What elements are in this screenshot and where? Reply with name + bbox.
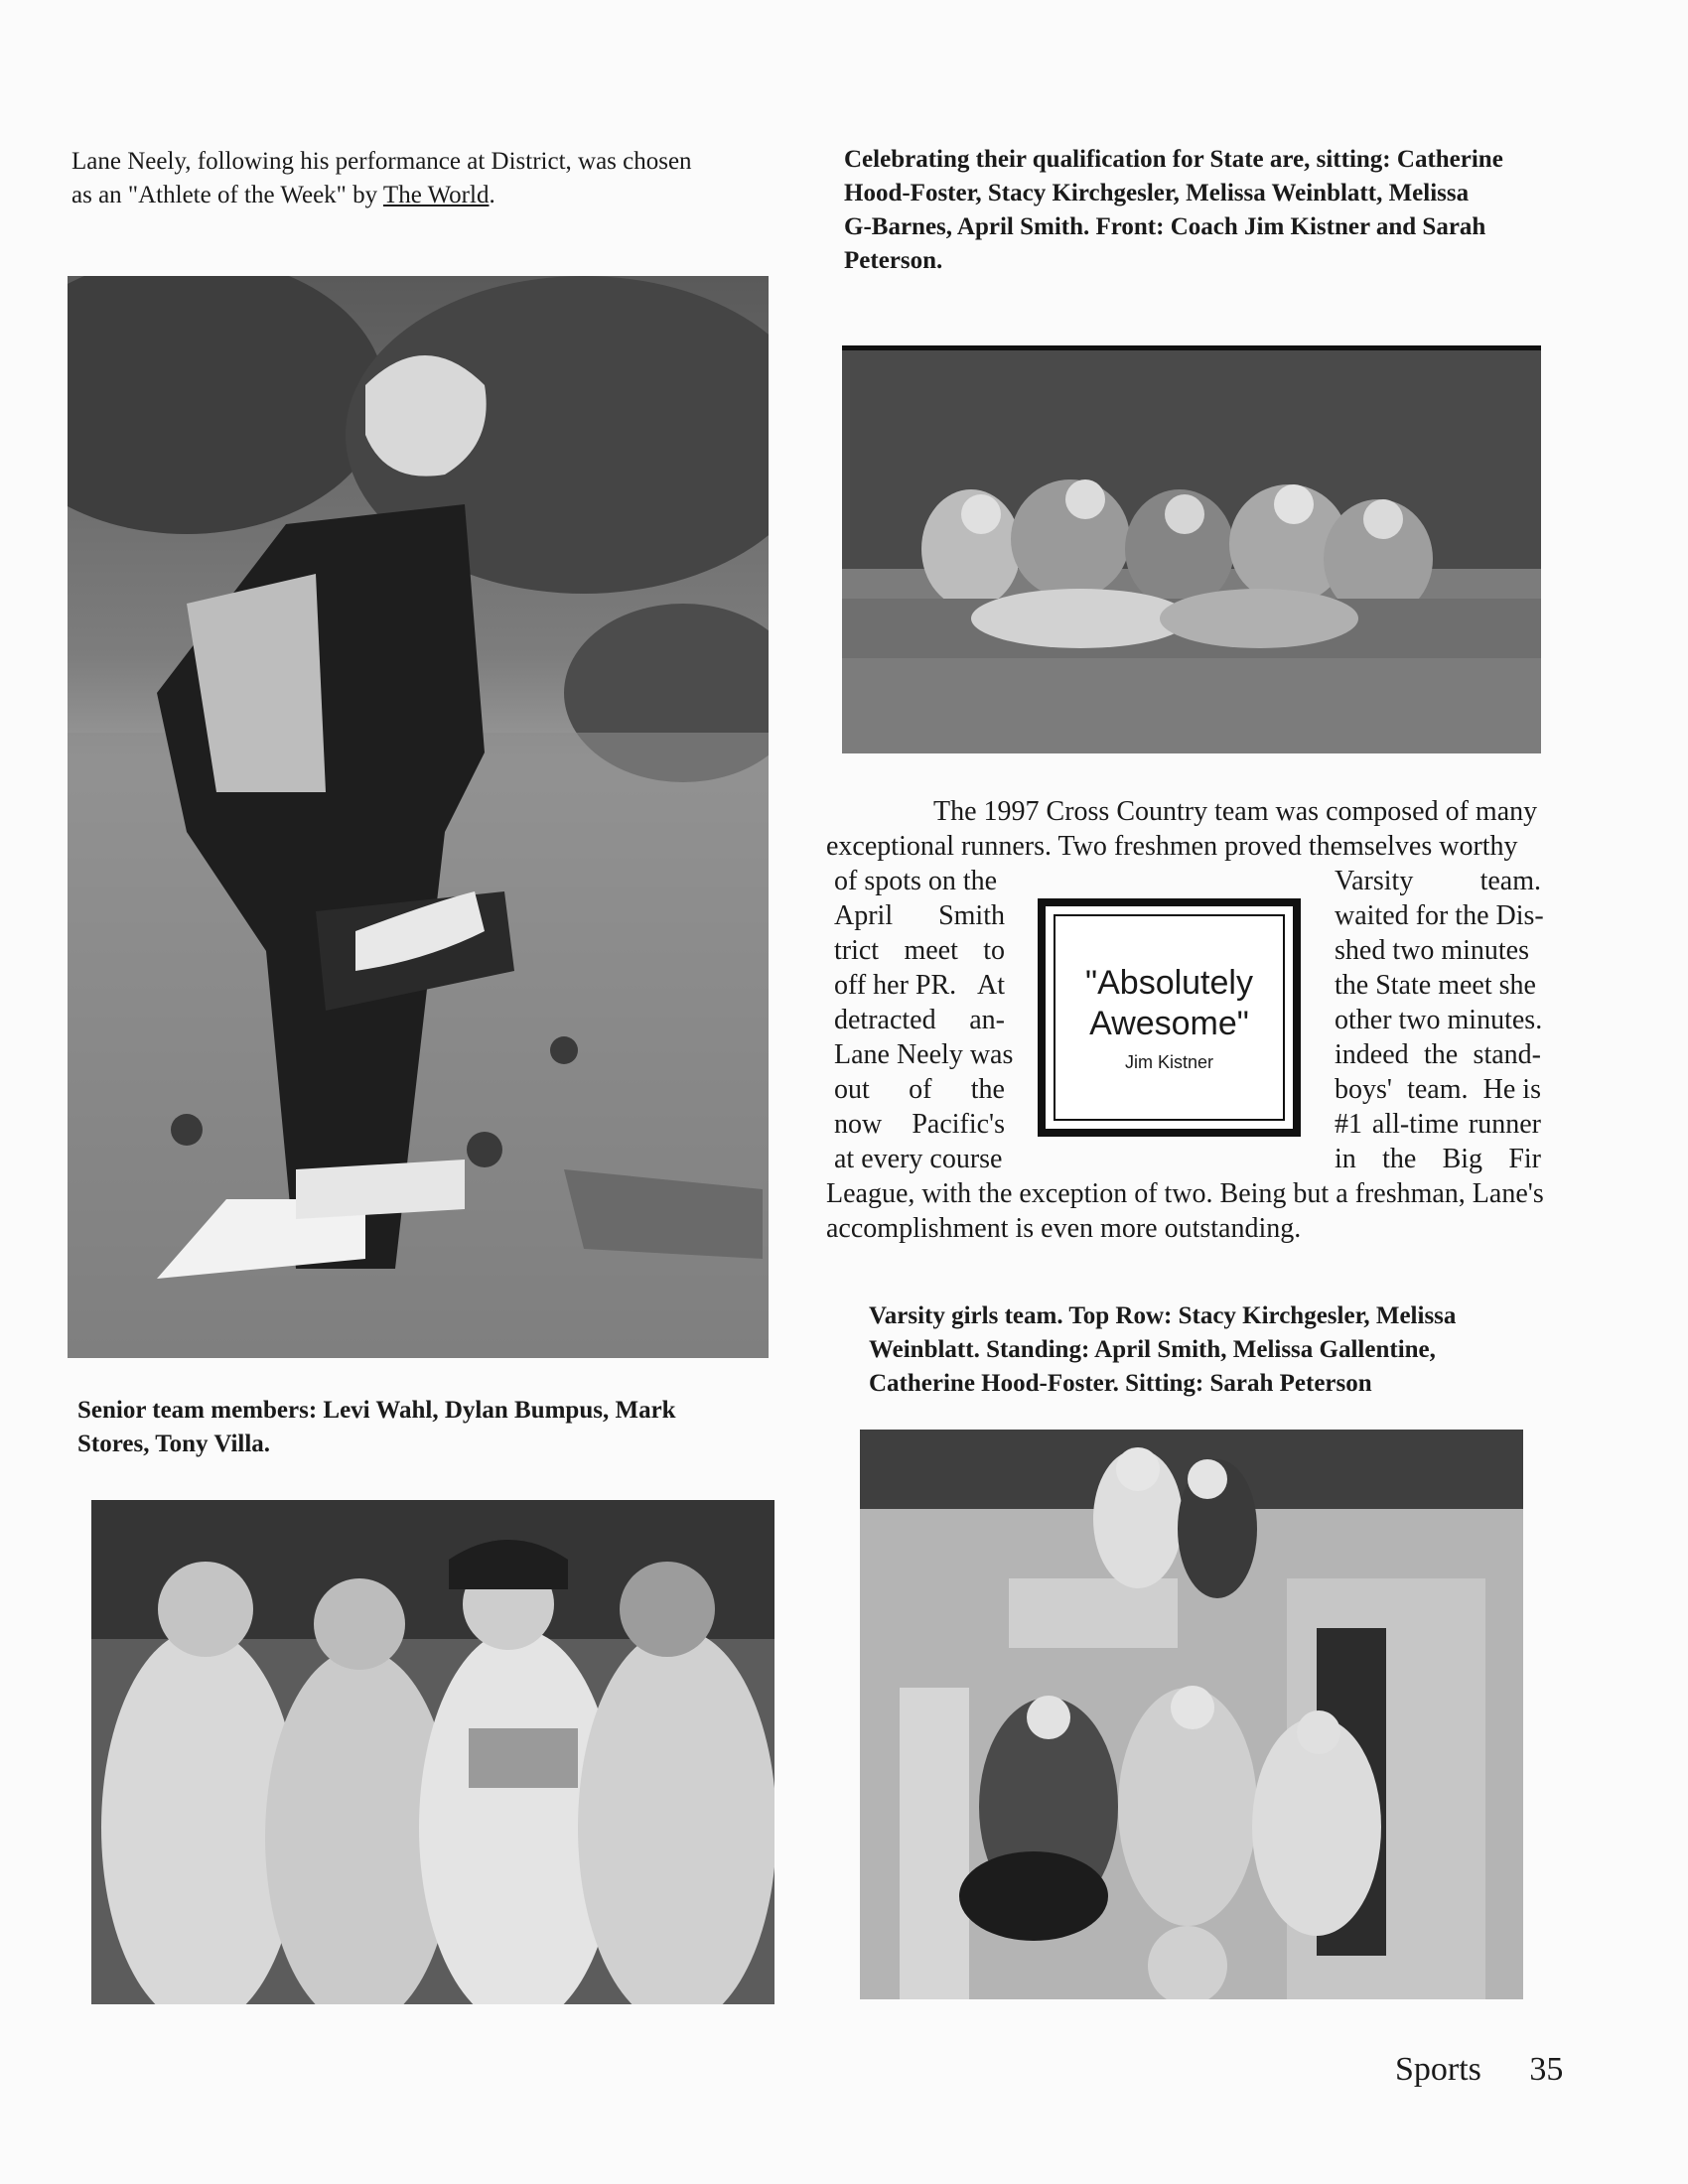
photo-state-qualifiers-image	[842, 350, 1541, 753]
story-left-word: Pacific's	[912, 1109, 1005, 1140]
caption-lane-line1: Lane Neely, following his performance at District, was chosen	[71, 148, 692, 175]
caption-state-line4: Peterson.	[844, 247, 943, 274]
photo-state-qualifiers	[842, 345, 1541, 753]
story-right-line-5	[1335, 1003, 1541, 1037]
story-left-line-3	[834, 933, 1005, 968]
caption-varsity-line1: Varsity girls team. Top Row: Stacy Kirchgesler, Melissa	[869, 1302, 1457, 1329]
story-left-line-1	[834, 864, 1005, 898]
pull-quote-box	[1038, 898, 1301, 1137]
photo-varsity-girls	[860, 1430, 1523, 1999]
caption-senior-line1: Senior team members: Levi Wahl, Dylan Bumpus, Mark	[77, 1397, 676, 1424]
story-right-word: the	[1423, 1039, 1459, 1070]
story-left-word: meet	[904, 935, 958, 966]
story-right-line-8	[1335, 1107, 1541, 1142]
caption-state-qualifiers	[844, 143, 1549, 278]
story-left-word: out	[834, 1074, 870, 1105]
caption-lane-line2-end: .	[489, 182, 495, 208]
story-left-line-7	[834, 1072, 1005, 1107]
caption-state-line1: Celebrating their qualification for State are, sitting: Catherine	[844, 146, 1503, 173]
caption-varsity-line3: Catherine Hood-Foster. Sitting: Sarah Peterson	[869, 1370, 1372, 1397]
caption-state-line3: G-Barnes, April Smith. Front: Coach Jim Kistner and Sarah	[844, 213, 1486, 240]
story-left-word: an-	[969, 1005, 1005, 1035]
story-right-word: all-time	[1371, 1109, 1459, 1140]
story-right-line-9	[1335, 1142, 1541, 1176]
story-line-end2: accomplishment is even more outstanding.	[826, 1213, 1302, 1244]
story-left-word: to	[983, 935, 1005, 966]
story-right-word: team.	[1479, 866, 1541, 896]
caption-senior-line2: Stores, Tony Villa.	[77, 1431, 271, 1457]
story-line-2: exceptional runners. Two freshmen proved themselves worthy	[826, 831, 1518, 862]
story-right-line-7	[1335, 1072, 1541, 1107]
story-right-word: waited for the Dis-	[1335, 900, 1544, 931]
caption-lane-neely	[71, 145, 786, 212]
photo-varsity-girls-image	[860, 1430, 1523, 1999]
story-left-word: April	[834, 900, 894, 931]
story-right-word: other two minutes.	[1335, 1005, 1543, 1035]
story-left-word: At	[977, 970, 1005, 1001]
story-right-word: stand-	[1473, 1039, 1541, 1070]
story-left-line-6	[834, 1037, 1014, 1072]
story-left-word: Smith	[938, 900, 1005, 931]
story-right-word: #1	[1335, 1109, 1362, 1140]
story-right-word: the	[1382, 1144, 1417, 1174]
story-left-word: now	[834, 1109, 883, 1140]
story-line-1: The 1997 Cross Country team was composed of many	[933, 796, 1538, 827]
caption-varsity-line2: Weinblatt. Standing: April Smith, Melissa Gallentine,	[869, 1336, 1436, 1363]
footer-page-number: 35	[1529, 2051, 1564, 2088]
story-right-word: in	[1335, 1144, 1356, 1174]
publication-link: The World	[382, 182, 490, 208]
story-right-line-3	[1335, 933, 1541, 968]
photo-lane-neely-image	[68, 276, 769, 1358]
story-left-word: Lane Neely was	[834, 1039, 1014, 1070]
story-left-line-9	[834, 1142, 1005, 1176]
caption-state-line2: Hood-Foster, Stacy Kirchgesler, Melissa Weinblatt, Melissa	[844, 180, 1470, 206]
story-right-word: the State meet she	[1335, 970, 1536, 1001]
story-left-word: of spots on the	[834, 866, 998, 896]
pull-quote-line1: "Absolutely	[1085, 963, 1253, 1002]
caption-lane-line2-wrap	[71, 179, 786, 212]
story-left-word: of	[909, 1074, 932, 1105]
story-right-word: shed two minutes	[1335, 935, 1529, 966]
story-right-word: Varsity	[1335, 866, 1414, 896]
story-line-end1: League, with the exception of two. Being but a freshman, Lane's	[826, 1178, 1544, 1209]
story-right-word: boys'	[1335, 1074, 1392, 1105]
story-right-line-6	[1335, 1037, 1541, 1072]
photo-lane-neely	[68, 276, 769, 1358]
story-right-word: Big	[1442, 1144, 1483, 1174]
caption-varsity-girls	[869, 1299, 1544, 1401]
photo-senior-team-image	[91, 1500, 774, 2004]
pull-quote-author: Jim Kistner	[1124, 1051, 1213, 1072]
photo-senior-team	[91, 1500, 774, 2004]
story-right-word: He is	[1482, 1074, 1541, 1105]
pull-quote-inner	[1054, 914, 1285, 1121]
story-right-word: Fir	[1508, 1144, 1541, 1174]
caption-senior-members	[77, 1394, 773, 1461]
footer-section: Sports	[1395, 2051, 1481, 2088]
story-right-word: team.	[1407, 1074, 1469, 1105]
story-left-word: the	[970, 1074, 1005, 1105]
story-right-word: indeed	[1335, 1039, 1409, 1070]
story-left-line-5	[834, 1003, 1005, 1037]
story-right-line-4	[1335, 968, 1541, 1003]
story-right-line-1	[1335, 864, 1541, 898]
story-left-line-4	[834, 968, 1005, 1003]
story-left-word: at every course	[834, 1144, 1003, 1174]
caption-lane-line2: as an "Athlete of the Week" by	[71, 182, 383, 208]
pull-quote-line2: Awesome"	[1089, 1004, 1249, 1042]
story-left-line-8	[834, 1107, 1005, 1142]
story-left-word: off her PR.	[834, 970, 957, 1001]
story-left-word: detracted	[834, 1005, 936, 1035]
story-left-word: trict	[834, 935, 880, 966]
story-right-word: runner	[1468, 1109, 1541, 1140]
story-left-line-2	[834, 898, 1005, 933]
story-right-line-2	[1335, 898, 1544, 933]
page-footer	[1395, 2051, 1563, 2089]
